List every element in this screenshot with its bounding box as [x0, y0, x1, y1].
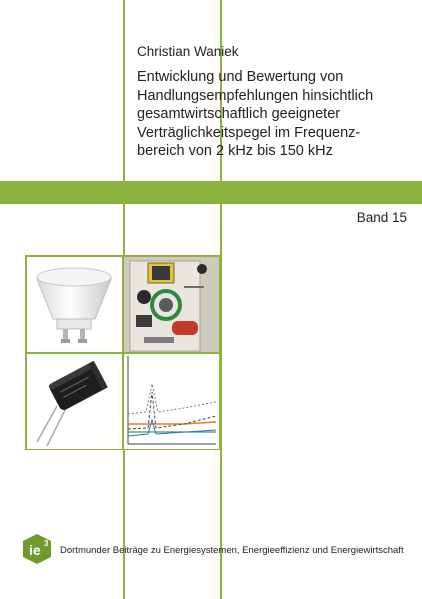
svg-text:3: 3: [44, 539, 49, 548]
author-name: Christian Waniek: [137, 44, 239, 59]
title-line: Entwicklung und Bewertung von: [137, 69, 344, 85]
svg-text:ie: ie: [29, 542, 41, 558]
spectrum-plot: [124, 354, 219, 449]
green-horizontal-band: [0, 181, 422, 204]
circuit-board-photo: [124, 257, 219, 352]
book-title: [137, 68, 417, 161]
volume-label: Band 15: [356, 210, 407, 225]
led-bulb-photo: [27, 257, 122, 352]
title-line: Handlungsempfehlungen hinsichtlich: [137, 87, 374, 104]
ie3-logo: [20, 532, 55, 566]
title-line: Verträglichkeitspegel im Frequenz-: [137, 124, 361, 141]
series-title: Dortmunder Beiträge zu Energiesystemen, Energieeffizienz und Energiewirtschaft: [60, 545, 404, 556]
title-line: gesamtwirtschaftlich geeigneter: [137, 106, 341, 122]
title-line: bereich von 2 kHz bis 150 kHz: [137, 143, 333, 159]
capacitor-photo: [27, 354, 122, 449]
